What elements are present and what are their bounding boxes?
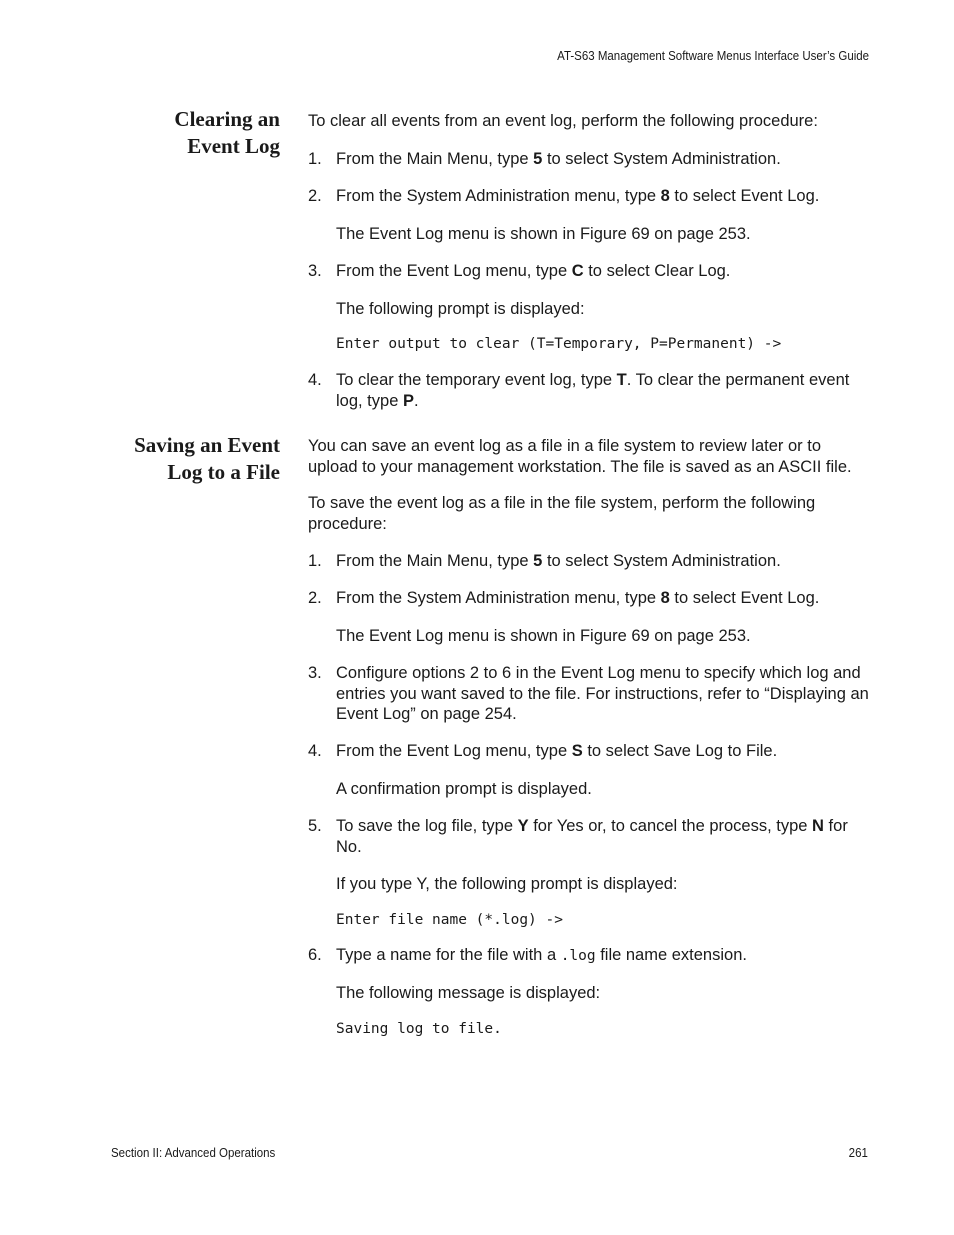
page-number: 261 [848,1146,868,1160]
step-note: A confirmation prompt is displayed. [336,780,592,798]
step-note: If you type Y, the following prompt is displayed: [336,875,678,893]
step-number: 2. [308,589,322,607]
step-text: From the Event Log menu, type S to select Save Log to File. [336,742,778,760]
step-text: Type a name for the file with a .log file name extension. [336,946,747,964]
heading-line: Saving an Event [134,433,280,457]
running-header: AT-S63 Management Software Menus Interface User’s Guide [557,49,869,63]
heading-line: Event Log [187,134,280,158]
heading-line: Clearing an [174,107,280,131]
step-number: 6. [308,946,322,964]
heading-line: Log to a File [167,460,280,484]
code-prompt: Enter file name (*.log) -> [336,912,563,928]
step-note: The Event Log menu is shown in Figure 69 on page 253. [336,627,751,645]
intro-paragraph: To clear all events from an event log, perform the following procedure: [308,112,818,130]
footer-section: Section II: Advanced Operations [111,1146,276,1160]
step-number: 4. [308,742,322,760]
step-number: 3. [308,664,322,682]
step-note: The following message is displayed: [336,984,601,1002]
step-text: From the Main Menu, type 5 to select System Administration. [336,552,781,570]
step-text: To save the log file, type Y for Yes or, to cancel the process, type N for No. [336,817,848,856]
section-heading-saving-event-log [134,432,280,486]
section-heading-clearing-event-log [174,106,280,160]
step-note: The following prompt is displayed: [336,300,585,318]
step-number: 2. [308,187,322,205]
step-number: 1. [308,150,322,168]
code-message: Saving log to file. [336,1021,502,1037]
step-number: 5. [308,817,322,835]
step-number: 3. [308,262,322,280]
step-note: The Event Log menu is shown in Figure 69 on page 253. [336,225,751,243]
intro-paragraph: You can save an event log as a file in a file system to review later or to upload to your management workstation. The file is saved as an ASCII file. [308,437,852,476]
step-text: From the System Administration menu, type 8 to select Event Log. [336,589,820,607]
inline-code: .log [560,948,596,964]
step-text: To clear the temporary event log, type T. To clear the permanent event log, type P. [336,371,850,410]
step-text: From the Main Menu, type 5 to select System Administration. [336,150,781,168]
step-text: From the System Administration menu, type 8 to select Event Log. [336,187,820,205]
step-text: Configure options 2 to 6 in the Event Log menu to specify which log and entries you want saved to the file. For instructions, refer to “Displaying an Event Log” on page 254. [336,664,869,723]
intro-paragraph: To save the event log as a file in the file system, perform the following procedure: [308,494,816,533]
step-number: 1. [308,552,322,570]
step-number: 4. [308,371,322,389]
step-text: From the Event Log menu, type C to select Clear Log. [336,262,731,280]
code-prompt: Enter output to clear (T=Temporary, P=Permanent) -> [336,336,782,352]
